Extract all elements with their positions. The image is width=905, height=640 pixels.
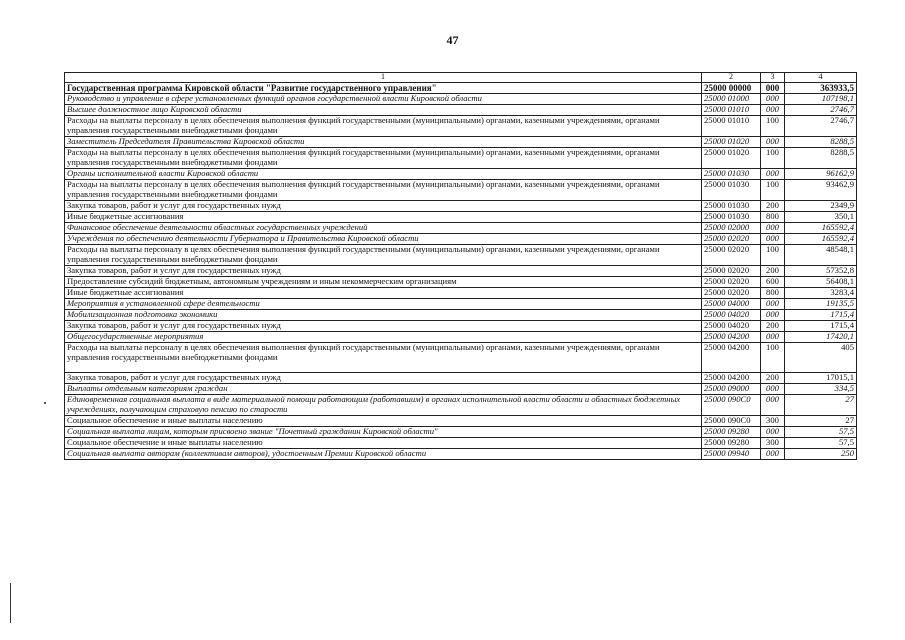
table-row bbox=[65, 310, 857, 321]
table-row bbox=[65, 116, 857, 137]
table-row bbox=[65, 223, 857, 234]
row-name-cell: Общегосударственные мероприятия bbox=[65, 332, 702, 343]
row-vr-cell: 000 bbox=[761, 82, 785, 93]
row-name-cell: Закупка товаров, работ и услуг для государственных нужд bbox=[65, 373, 702, 384]
row-vr-cell: 100 bbox=[761, 245, 785, 266]
row-vr-cell: 000 bbox=[761, 223, 785, 234]
row-vr-cell: 000 bbox=[761, 395, 785, 416]
row-amount-cell: 3283,4 bbox=[785, 288, 857, 299]
row-amount-cell: 2746,7 bbox=[785, 105, 857, 116]
page-number: 47 bbox=[446, 33, 459, 47]
table-row bbox=[65, 94, 857, 105]
table-row bbox=[65, 82, 857, 93]
row-name-cell: Закупка товаров, работ и услуг для государственных нужд bbox=[65, 201, 702, 212]
row-amount-cell: 334,5 bbox=[785, 384, 857, 395]
table-row bbox=[65, 266, 857, 277]
table-row bbox=[65, 416, 857, 427]
table-row bbox=[65, 245, 857, 266]
row-amount-cell: 56408,1 bbox=[785, 277, 857, 288]
row-code-cell: 25000 09280 bbox=[702, 438, 761, 449]
row-vr-cell: 000 bbox=[761, 427, 785, 438]
row-vr-cell: 000 bbox=[761, 299, 785, 310]
row-amount-cell: 2349,9 bbox=[785, 201, 857, 212]
row-name-cell: Расходы на выплаты персоналу в целях обеспечения выполнения функций государственными (муниципальными) органами, казенными учреждениями, органами управления государственными внебюджетными фондами bbox=[65, 148, 702, 169]
table-row bbox=[65, 212, 857, 223]
table-row bbox=[65, 299, 857, 310]
row-name-cell: Социальная выплата авторам (коллективам авторов), удостоенным Премии Кировской области bbox=[65, 449, 702, 460]
row-vr-cell: 200 bbox=[761, 321, 785, 332]
row-code-cell: 25000 090С0 bbox=[702, 395, 761, 416]
row-amount-cell: 57,5 bbox=[785, 438, 857, 449]
row-code-cell: 25000 02020 bbox=[702, 266, 761, 277]
row-amount-cell: 2746,7 bbox=[785, 116, 857, 137]
row-code-cell: 25000 01030 bbox=[702, 169, 761, 180]
row-vr-cell: 000 bbox=[761, 332, 785, 343]
row-name-cell: Государственная программа Кировской области "Развитие государственного управления" bbox=[65, 82, 702, 93]
row-vr-cell: 200 bbox=[761, 201, 785, 212]
margin-line bbox=[10, 583, 11, 623]
table-row bbox=[65, 343, 857, 373]
row-code-cell: 25000 01020 bbox=[702, 148, 761, 169]
row-code-cell: 25000 09000 bbox=[702, 384, 761, 395]
row-name-cell: Предоставление субсидий бюджетным, автономным учреждениям и иным некоммерческим организациям bbox=[65, 277, 702, 288]
row-code-cell: 25000 01030 bbox=[702, 201, 761, 212]
row-amount-cell: 1715,4 bbox=[785, 321, 857, 332]
row-amount-cell: 57352,8 bbox=[785, 266, 857, 277]
row-name-cell: Иные бюджетные ассигнования bbox=[65, 288, 702, 299]
row-vr-cell: 100 bbox=[761, 180, 785, 201]
row-vr-cell: 600 bbox=[761, 277, 785, 288]
table-row bbox=[65, 373, 857, 384]
row-vr-cell: 200 bbox=[761, 373, 785, 384]
row-amount-cell: 8288,5 bbox=[785, 148, 857, 169]
table-row bbox=[65, 105, 857, 116]
row-amount-cell: 107198,1 bbox=[785, 94, 857, 105]
row-vr-cell: 000 bbox=[761, 310, 785, 321]
table-row bbox=[65, 427, 857, 438]
row-code-cell: 25000 09940 bbox=[702, 449, 761, 460]
table-row bbox=[65, 321, 857, 332]
row-code-cell: 25000 02020 bbox=[702, 277, 761, 288]
row-amount-cell: 27 bbox=[785, 395, 857, 416]
table-row bbox=[65, 277, 857, 288]
row-name-cell: Расходы на выплаты персоналу в целях обеспечения выполнения функций государственными (муниципальными) органами, казенными учреждениями, органами управления государственными внебюджетными фондами bbox=[65, 180, 702, 201]
row-amount-cell: 93462,9 bbox=[785, 180, 857, 201]
row-amount-cell: 1715,4 bbox=[785, 310, 857, 321]
row-amount-cell: 405 bbox=[785, 343, 857, 373]
table-row bbox=[65, 137, 857, 148]
table-row bbox=[65, 201, 857, 212]
table-row bbox=[65, 438, 857, 449]
row-vr-cell: 800 bbox=[761, 288, 785, 299]
row-amount-cell: 165592,4 bbox=[785, 223, 857, 234]
row-amount-cell: 165592,4 bbox=[785, 234, 857, 245]
table-row bbox=[65, 384, 857, 395]
table-header-row bbox=[65, 73, 857, 83]
row-name-cell: Финансовое обеспечение деятельности областных государственных учреждений bbox=[65, 223, 702, 234]
row-name-cell: Мероприятия в установленной сфере деятельности bbox=[65, 299, 702, 310]
table-row bbox=[65, 148, 857, 169]
row-code-cell: 25000 04200 bbox=[702, 343, 761, 373]
table-row bbox=[65, 234, 857, 245]
row-amount-cell: 250 bbox=[785, 449, 857, 460]
row-amount-cell: 350,1 bbox=[785, 212, 857, 223]
row-name-cell: Органы исполнительной власти Кировской области bbox=[65, 169, 702, 180]
row-name-cell: Учреждения по обеспечению деятельности Губернатора и Правительства Кировской области bbox=[65, 234, 702, 245]
row-code-cell: 25000 01010 bbox=[702, 116, 761, 137]
row-name-cell: Расходы на выплаты персоналу в целях обеспечения выполнения функций государственными (муниципальными) органами, казенными учреждениями, органами управления государственными внебюджетными фондами bbox=[65, 116, 702, 137]
row-code-cell: 25000 09280 bbox=[702, 427, 761, 438]
row-name-cell: Иные бюджетные ассигнования bbox=[65, 212, 702, 223]
header-col-amount: 4 bbox=[785, 73, 857, 83]
row-amount-cell: 96162,9 bbox=[785, 169, 857, 180]
row-name-cell: Единовременная социальная выплата в виде материальной помощи работающим (работавшим) в органах исполнительной власти области и областных бюджетных учреждениях, получающим страховую пенсию по старости bbox=[65, 395, 702, 416]
table-row bbox=[65, 169, 857, 180]
row-code-cell: 25000 01000 bbox=[702, 94, 761, 105]
row-vr-cell: 000 bbox=[761, 169, 785, 180]
row-vr-cell: 000 bbox=[761, 94, 785, 105]
row-code-cell: 25000 01030 bbox=[702, 212, 761, 223]
row-code-cell: 25000 01020 bbox=[702, 137, 761, 148]
table-row bbox=[65, 449, 857, 460]
row-amount-cell: 48548,1 bbox=[785, 245, 857, 266]
row-amount-cell: 8288,5 bbox=[785, 137, 857, 148]
row-code-cell: 25000 04200 bbox=[702, 332, 761, 343]
row-code-cell: 25000 04000 bbox=[702, 299, 761, 310]
table-row bbox=[65, 332, 857, 343]
row-name-cell: Выплаты отдельным категориям граждан bbox=[65, 384, 702, 395]
header-col-code: 2 bbox=[702, 73, 761, 83]
row-name-cell: Социальное обеспечение и иные выплаты населению bbox=[65, 416, 702, 427]
row-code-cell: 25000 02000 bbox=[702, 223, 761, 234]
budget-table bbox=[64, 72, 857, 460]
row-name-cell: Мобилизационная подготовка экономики bbox=[65, 310, 702, 321]
row-code-cell: 25000 04200 bbox=[702, 373, 761, 384]
row-vr-cell: 100 bbox=[761, 116, 785, 137]
row-vr-cell: 000 bbox=[761, 234, 785, 245]
row-amount-cell: 17420,1 bbox=[785, 332, 857, 343]
row-vr-cell: 000 bbox=[761, 384, 785, 395]
row-name-cell: Социальное обеспечение и иные выплаты населению bbox=[65, 438, 702, 449]
row-code-cell: 25000 02020 bbox=[702, 245, 761, 266]
table-body bbox=[65, 73, 857, 460]
row-code-cell: 25000 04020 bbox=[702, 310, 761, 321]
row-vr-cell: 300 bbox=[761, 438, 785, 449]
row-name-cell: Расходы на выплаты персоналу в целях обеспечения выполнения функций государственными (муниципальными) органами, казенными учреждениями, органами управления государственными внебюджетными фондами bbox=[65, 245, 702, 266]
margin-mark bbox=[44, 402, 46, 404]
row-vr-cell: 200 bbox=[761, 266, 785, 277]
row-name-cell: Закупка товаров, работ и услуг для государственных нужд bbox=[65, 321, 702, 332]
row-amount-cell: 363933,5 bbox=[785, 82, 857, 93]
row-name-cell: Высшее должностное лицо Кировской области bbox=[65, 105, 702, 116]
row-vr-cell: 800 bbox=[761, 212, 785, 223]
row-code-cell: 25000 01030 bbox=[702, 180, 761, 201]
row-code-cell: 25000 02020 bbox=[702, 288, 761, 299]
table-row bbox=[65, 288, 857, 299]
row-amount-cell: 27 bbox=[785, 416, 857, 427]
row-vr-cell: 000 bbox=[761, 449, 785, 460]
row-vr-cell: 300 bbox=[761, 416, 785, 427]
row-vr-cell: 100 bbox=[761, 148, 785, 169]
row-code-cell: 25000 01010 bbox=[702, 105, 761, 116]
row-code-cell: 25000 04020 bbox=[702, 321, 761, 332]
table-row bbox=[65, 395, 857, 416]
row-amount-cell: 17015,1 bbox=[785, 373, 857, 384]
row-code-cell: 25000 00000 bbox=[702, 82, 761, 93]
row-code-cell: 25000 090С0 bbox=[702, 416, 761, 427]
header-col-name: 1 bbox=[65, 73, 702, 83]
row-amount-cell: 19135,5 bbox=[785, 299, 857, 310]
row-name-cell: Заместитель Председателя Правительства Кировской области bbox=[65, 137, 702, 148]
row-name-cell: Расходы на выплаты персоналу в целях обеспечения выполнения функций государственными (муниципальными) органами, казенными учреждениями, органами управления государственными внебюджетными фондами bbox=[65, 343, 702, 373]
row-vr-cell: 000 bbox=[761, 105, 785, 116]
row-name-cell: Руководство и управление в сфере установленных функций органов государственной власти Кировской области bbox=[65, 94, 702, 105]
row-vr-cell: 000 bbox=[761, 137, 785, 148]
row-code-cell: 25000 02020 bbox=[702, 234, 761, 245]
table-row bbox=[65, 180, 857, 201]
header-col-vr: 3 bbox=[761, 73, 785, 83]
row-amount-cell: 57,5 bbox=[785, 427, 857, 438]
row-vr-cell: 100 bbox=[761, 343, 785, 373]
row-name-cell: Социальная выплата лицам, которым присвоено звание "Почетный гражданин Кировской области" bbox=[65, 427, 702, 438]
row-name-cell: Закупка товаров, работ и услуг для государственных нужд bbox=[65, 266, 702, 277]
